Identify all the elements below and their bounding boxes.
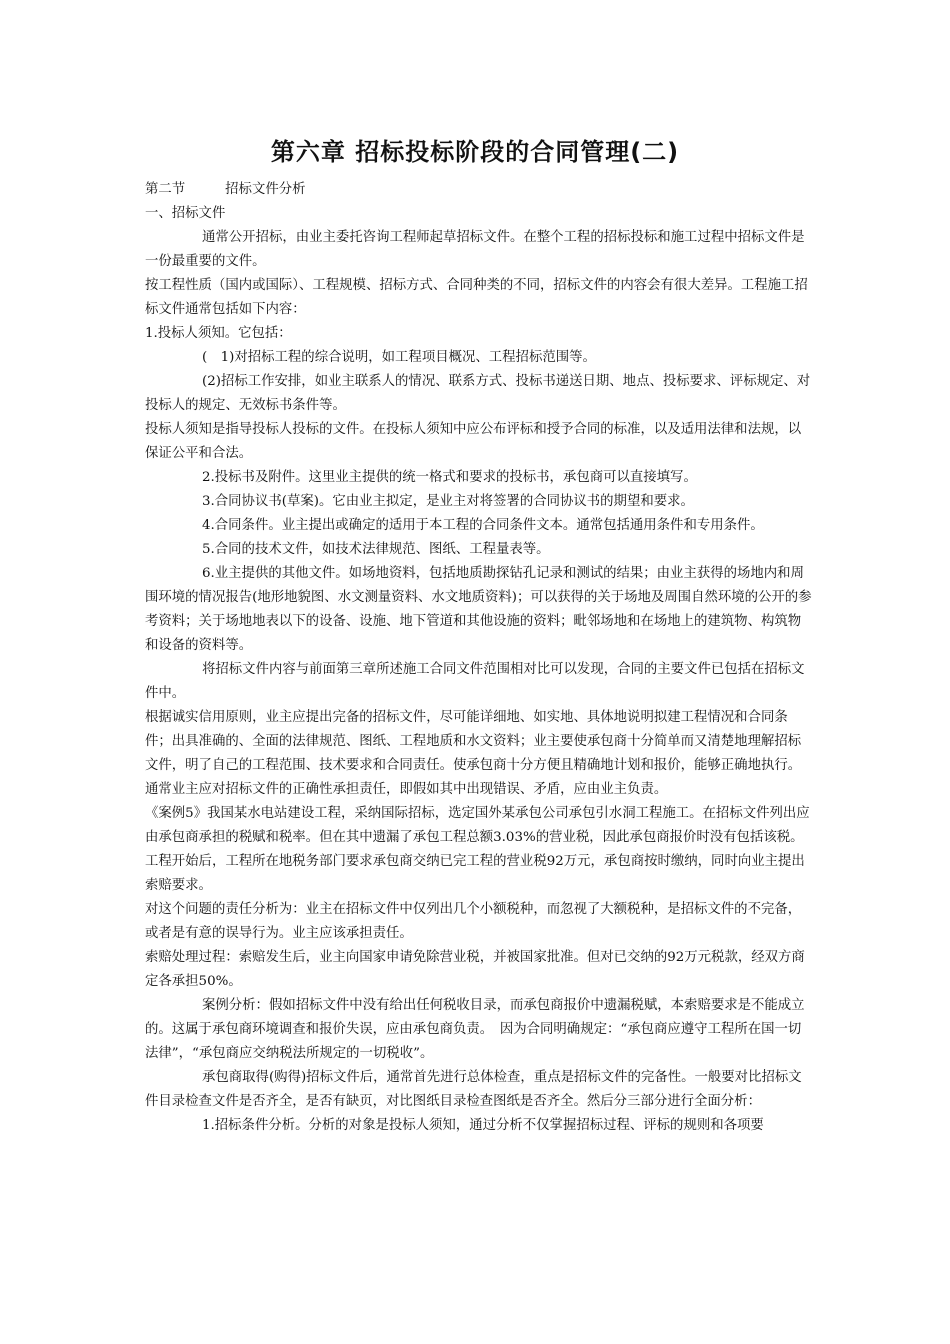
section-number: 第二节 [145, 182, 186, 197]
paragraph: 《案例5》我国某水电站建设工程，采纳国际招标，选定国外某承包公司承包引水洞工程施工。在招标文件列出应由承包商承担的税赋和税率。但在其中遗漏了承包工程总额3.03%的营业税，因此承包商报价时没有包括该税。 [145, 806, 810, 845]
paragraph: ( 1)对招标工程的综合说明，如工程项目概况、工程招标范围等。 [202, 350, 596, 365]
paragraph: 一、招标文件 [145, 206, 226, 221]
paragraph: 1.投标人须知。它包括： [145, 326, 292, 341]
paragraph: 1.招标条件分析。分析的对象是投标人须知，通过分析不仅掌握招标过程、评标的规则和各项要 [202, 1118, 764, 1133]
document-body [145, 178, 813, 1138]
paragraph: 3.合同协议书(草案)。它由业主拟定，是业主对将签署的合同协议书的期望和要求。 [202, 494, 694, 509]
paragraph: 对这个问题的责任分析为：业主在招标文件中仅列出几个小额税种，而忽视了大额税种，是招标文件的不完备，或者是有意的误导行为。业主应该承担责任。 [145, 902, 802, 941]
paragraph: (2)招标工作安排，如业主联系人的情况、联系方式、投标书递送日期、地点、投标要求、评标规定、对投标人的规定、无效标书条件等。 [145, 374, 811, 413]
paragraph: 案例分析：假如招标文件中没有给出任何税收目录，而承包商报价中遗漏税赋，本索赔要求是不能成立的。这属于承包商环境调查和报价失误，应由承包商负责。 因为合同明确规定：“承包商应遵守工程所在国一切法律”，“承包商应交纳税法所规定的一切税收”。 [145, 998, 805, 1061]
paragraph-list [145, 202, 813, 1138]
paragraph: 按工程性质（国内或国际）、工程规模、招标方式、合同种类的不同，招标文件的内容会有很大差异。工程施工招标文件通常包括如下内容： [145, 278, 808, 317]
paragraph: 承包商取得(购得)招标文件后，通常首先进行总体检查，重点是招标文件的完备性。一般要对比招标文件目录检查文件是否齐全，是否有缺页，对比图纸目录检查图纸是否齐全。然后分三部分进行全面分析： [145, 1070, 802, 1109]
paragraph: 2.投标书及附件。这里业主提供的统一格式和要求的投标书，承包商可以直接填写。 [202, 470, 697, 485]
paragraph: 投标人须知是指导投标人投标的文件。在投标人须知中应公布评标和授予合同的标准，以及适用法律和法规，以保证公平和合法。 [145, 422, 802, 461]
paragraph: 5.合同的技术文件，如技术法律规范、图纸、工程量表等。 [202, 542, 550, 557]
paragraph: 索赔处理过程：索赔发生后，业主向国家申请免除营业税，并被国家批准。但对已交纳的92万元税款，经双方商定各承担50%。 [145, 950, 805, 989]
paragraph: 6.业主提供的其他文件。如场地资料，包括地质勘探钻孔记录和测试的结果；由业主获得的场地内和周围环境的情况报告(地形地貌图、水文测量资料、水文地质资料)；可以获得的关于场地及周围自然环境的公开的参考资料；关于场地地表以下的设备、设施、地下管道和其他设施的资料；毗邻场地和在场地上的建筑物、构筑物和设备的资料等。 [145, 566, 812, 653]
paragraph: 工程开始后，工程所在地税务部门要求承包商交纳已完工程的营业税92万元，承包商按时缴纳，同时向业主提出索赔要求。 [145, 854, 805, 893]
paragraph: 通常公开招标，由业主委托咨询工程师起草招标文件。在整个工程的招标投标和施工过程中招标文件是一份最重要的文件。 [145, 230, 805, 269]
paragraph: 4.合同条件。业主提出或确定的适用于本工程的合同条件文本。通常包括通用条件和专用条件。 [202, 518, 764, 533]
paragraph: 根据诚实信用原则，业主应提出完备的招标文件，尽可能详细地、如实地、具体地说明拟建工程情况和合同条件；出具准确的、全面的法律规范、图纸、工程地质和水文资料；业主要使承包商十分简单而又清楚地理解招标文件，明了自己的工程范围、技术要求和合同责任。使承包商十分方便且精确地计划和报价，能够正确地执行。通常业主应对招标文件的正确性承担责任，即假如其中出现错误、矛盾，应由业主负责。 [145, 710, 802, 797]
section-heading [145, 178, 813, 202]
section-name: 招标文件分析 [225, 182, 306, 197]
paragraph: 将招标文件内容与前面第三章所述施工合同文件范围相对比可以发现，合同的主要文件已包括在招标文件中。 [145, 662, 805, 701]
page-title: 第六章 招标投标阶段的合同管理(二) [270, 138, 680, 166]
